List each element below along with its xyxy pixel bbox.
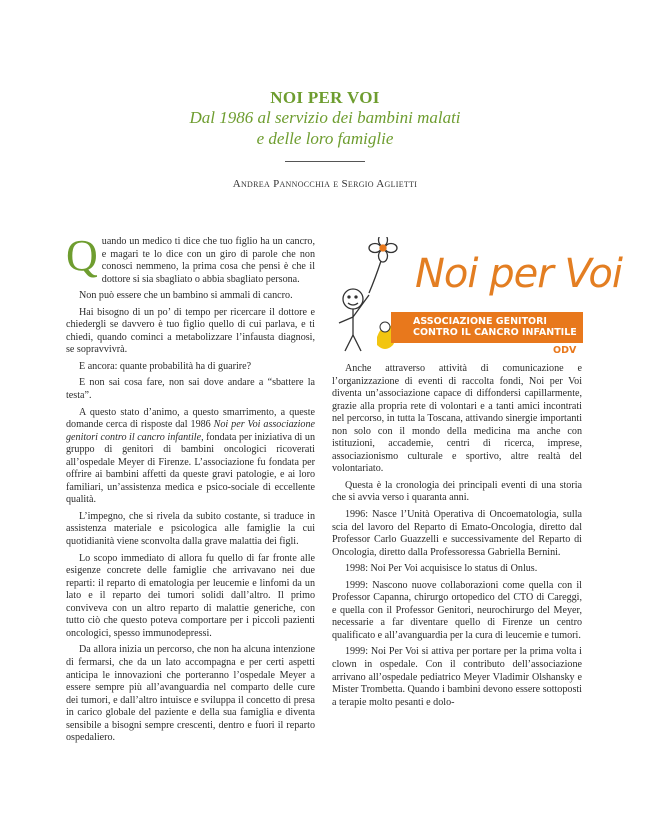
paragraph-14: 1999: Nascono nuove collaborazioni come quella con il Professor Capanna, chirurgo ortopedico del CTO di Careggi, e quella con il Professor Genitori, neurochirurgo del Meyer, necessarie a far diventare quello di Firenze un centro qualificato e all’avanguardia per la cura di leucemie e tumori. bbox=[332, 579, 582, 641]
logo-odv-tag: ODV bbox=[553, 345, 577, 356]
logo-banner-line2: CONTRO IL CANCRO INFANTILE bbox=[413, 327, 577, 338]
paragraph-2: Non può essere che un bambino si ammali di cancro. bbox=[79, 290, 293, 302]
paragraph-5: E non sai cosa fare, non sai dove andare a “sbattere la testa”. bbox=[66, 377, 315, 402]
paragraph-9: Da allora inizia un percorso, che non ha alcuna intenzione di fermarsi, che da un lato accompagna e per certi aspetti anticipa le innovazioni che porteranno l’ospedale Meyer a essere sempre più all’avanguardia nel comparto delle cure dei tumori, e dall’altro intuisce e sviluppa il concetto di presa in carico globale del paziente e della sua famiglia e diventa sensibile a bisogni sempre crescenti, dentro e fuori il reparto ospedaliero. bbox=[66, 644, 315, 744]
paragraph-8: Lo scopo immediato di allora fu quello di far fronte alle esigenze concrete delle famiglie che arrivavano nei due reparti: il reparto di ematologia per leucemie e linfomi da un lato e il reparto dei tumori solidi dall’altro. Il primo conviveva con un altro reparto di malattie generiche, con tutto ciò che questo poteva comportare per i piccoli pazienti oncologici, spesso immunodepressi. bbox=[66, 552, 315, 639]
paragraph-13: 1998: Noi Per Voi acquisisce lo status di Onlus. bbox=[345, 563, 538, 575]
paragraph-15: 1999: Noi Per Voi si attiva per portare per la prima volta i clown in ospedale. Con il contributo dell’associazione arrivano all’ospedale pediatrico Meyer Vladimir Olshansky e Mister Trombetta. Quando i bambini devono essere sottoposti a terapie molto pesanti e dolo- bbox=[332, 646, 582, 708]
article-subtitle-line1: Dal 1986 al servizio dei bambini malati bbox=[189, 108, 461, 127]
drop-cap: Q bbox=[66, 231, 98, 280]
text-column-right bbox=[332, 363, 582, 713]
paragraph-4: E ancora: quante probabilità ha di guarire? bbox=[79, 360, 252, 372]
association-name: Noi per Voi associazione genitori contro il cancro infantile bbox=[66, 419, 315, 443]
paragraph-6: A questo stato d’animo, a questo smarrimento, a queste domande cerca di risposte dal 1986 Noi per Voi associazione genitori contro il cancro infantile, fondata per iniziativa di un gruppo di genitori di bambini oncologici ricoverati all’ospedale Meyer di Firenze. L’associazione fu fondata per offrire ai bambini affetti da queste gravi patologie, e ai loro familiari, un’assistenza medica e psico-sociale di eccellente qualità. bbox=[66, 406, 315, 506]
paragraph-7: L’impegno, che si rivela da subito costante, si traduce in assistenza materiale e psicologica alle famiglie la cui quotidianità viene sconvolta dalla grave malattia dei figli. bbox=[66, 510, 315, 548]
article-title: NOI PER VOI bbox=[270, 88, 380, 107]
logo-banner bbox=[391, 312, 583, 343]
paragraph-3: Hai bisogno di un po’ di tempo per ricercare il dottore e chiedergli se davvero è tuo figlio quello di cui parlava, e ti chiedi, quando cominci a metabolizzare l’infausta diagnosi, se sopravvivrà. bbox=[66, 306, 315, 356]
paragraph-10: Anche attraverso attività di comunicazione e l’organizzazione di eventi di raccolta fondi, Noi per Voi diventa un’associazione capace di diffondersi capillarmente, grazie alla propria rete di volontari e a tanti amici incontrati nel percorso, in tutta la Toscana, attivando sinergie importanti non solo con il mondo della medicina ma anche con istituzioni, accademie, centri di ricerca, imprese, associazionismo culturale e sportivo, altre realtà del volontariato. bbox=[332, 363, 582, 475]
title-divider bbox=[285, 161, 365, 162]
paragraph-11: Questa è la cronologia dei principali eventi di una storia che si avvia verso i quaranta anni. bbox=[332, 479, 582, 504]
logo-name: Noi per Voi bbox=[415, 251, 622, 297]
paragraph-1: Quando un medico ti dice che tuo figlio ha un cancro, e magari te lo dice con un giro di parole che non conosci nemmeno, la prima cosa che pensi è che il dottore si sia sbagliato o abbia sbagliato persona. bbox=[66, 231, 315, 285]
article-authors: Andrea Pannocchia e Sergio Aglietti bbox=[232, 178, 418, 190]
article-subtitle-line2: e delle loro famiglie bbox=[256, 129, 394, 148]
text-column-left bbox=[66, 231, 315, 749]
paragraph-12: 1996: Nasce l’Unità Operativa di Oncoematologia, sulla scia del lavoro del Reparto di Emato-Oncologia, diretto dal Professor Carlo Guazzelli e successivamente del Reparto di Oncologia, diretto dalla Professoressa Gabriella Bernini. bbox=[332, 509, 582, 558]
logo-banner-line1: ASSOCIAZIONE GENITORI bbox=[413, 316, 547, 327]
